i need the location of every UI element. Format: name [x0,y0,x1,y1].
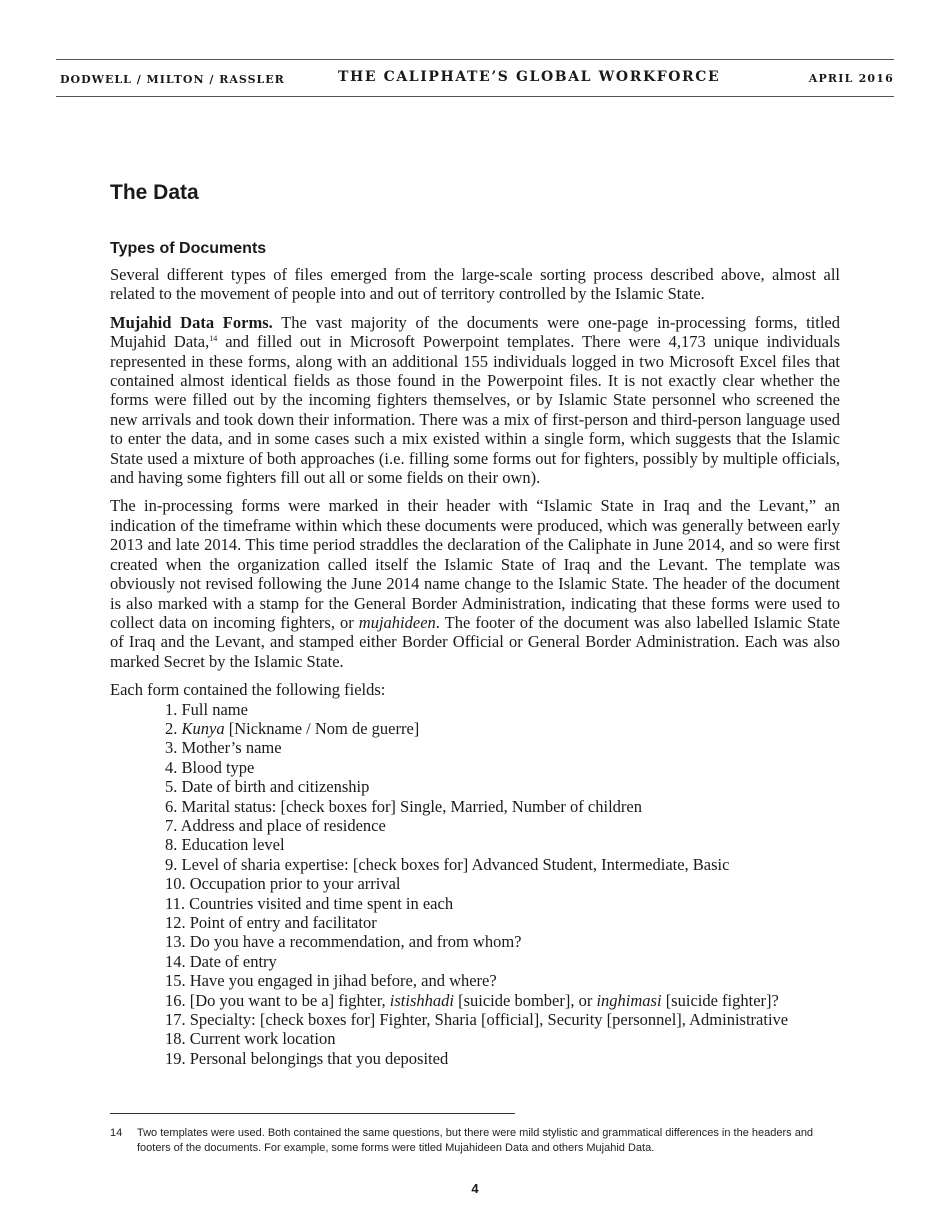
fields-list [110,700,840,1069]
list-item: 8. Education level [165,835,285,855]
paragraph-text: and filled out in Microsoft Powerpoint templates. There were 4,173 unique individuals represented in these forms, along with an additional 155 individuals logged in two Microsoft Excel files that contained almost identical fields as those found in the Powerpoint files. It is not exactly clear whether the forms were filled out by the incoming fighters themselves, or by Islamic State personnel who screened the new arrivals and took down their information. There was a mix of first-person and third-person language used to enter the data, and in some cases such a mix existed within a single form, which suggests that the Islamic State used a mixture of both approaches (i.e. filling some forms out for fighters, possibly by multiple officials, and having some fighters fill out all or some fields on their own). [110,332,840,488]
list-item: 5. Date of birth and citizenship [165,777,370,797]
list-item: 16. [Do you want to be a] fighter, istishhadi [suicide bomber], or inghimasi [suicide fighter]? [165,990,779,1010]
list-item: 9. Level of sharia expertise: [check boxes for] Advanced Student, Intermediate, Basic [165,854,730,874]
list-item: 17. Specialty: [check boxes for] Fighter, Sharia [official], Security [personnel], Administrative [165,1010,789,1030]
list-item: 11. Countries visited and time spent in each [165,893,454,913]
paragraph-intro: Several different types of files emerged from the large-scale sorting process described above, almost all related to the movement of people into and out of territory controlled by the Islamic State. [110,265,840,304]
fields-intro: Each form contained the following fields: [110,680,386,700]
list-item: 13. Do you have a recommendation, and from whom? [165,932,522,952]
header-date: APRIL 2016 [808,72,894,85]
running-header [56,59,894,97]
paragraph-text: The vast majority of the documents were one-page in-processing forms, titled Mujahid Data, [110,312,840,352]
list-item: 4. Blood type [165,757,255,777]
list-item: 10. Occupation prior to your arrival [165,874,401,894]
list-item: 1. Full name [165,699,248,719]
list-item: 6. Marital status: [check boxes for] Single, Married, Number of children [165,796,642,816]
list-item: 3. Mother’s name [165,738,282,758]
list-item: 15. Have you engaged in jihad before, and where? [165,971,497,991]
paragraph-text: The in-processing forms were marked in their header with “Islamic State in Iraq and the Levant,” an indication of the timeframe within which these documents were produced, which was generally between early 2013 and late 2014. This time period straddles the declaration of the Caliphate in June 2014, and so were first created when the organization called itself the Islamic State of Iraq and the Levant. The template was obviously not revised following the June 2014 name change to the Islamic State. The header of the document is also marked with a stamp for the General Border Administration, indicating that these forms were used to collect data on incoming fighters, or [110,496,840,632]
italic-term: mujahideen [358,612,436,632]
paragraph-mujahid-data-forms [110,313,840,488]
section-title: The Data [110,181,199,204]
list-item: 12. Point of entry and facilitator [165,913,377,932]
footnote-number: 14 [110,1127,123,1139]
list-item: 19. Personal belongings that you deposited [165,1048,449,1068]
footnote-text: Two templates were used. Both contained the same questions, but there were mild stylistic and grammatical differences in the headers and footers of the documents. For example, some forms were titled Mujahideen Data and others Mujahid Data. [137,1127,814,1154]
footnote-reference[interactable]: 14 [209,334,218,344]
body-text [110,265,840,1068]
list-item: 18. Current work location [165,1029,336,1049]
paragraph-lead: Mujahid Data Forms. [110,312,273,332]
header-title: THE CALIPHATE’S GLOBAL WORKFORCE [338,69,721,85]
subsection-title: Types of Documents [110,240,267,257]
page-number: 4 [471,1181,479,1196]
footnote-divider [110,1113,515,1114]
list-item: 7. Address and place of residence [165,815,386,835]
paragraph-text: . The footer of the document was also labelled Islamic State of Iraq and the Levant, and stamped either Border Official or General Border Administration. Each was also marked Secret by the Islamic State. [110,612,840,671]
footnote [110,1126,840,1155]
paragraph-in-processing-forms [110,496,840,671]
list-item: 2. Kunya [Nickname / Nom de guerre] [165,718,420,738]
header-authors: DODWELL / MILTON / RASSLER [60,73,285,86]
list-item: 14. Date of entry [165,951,277,971]
